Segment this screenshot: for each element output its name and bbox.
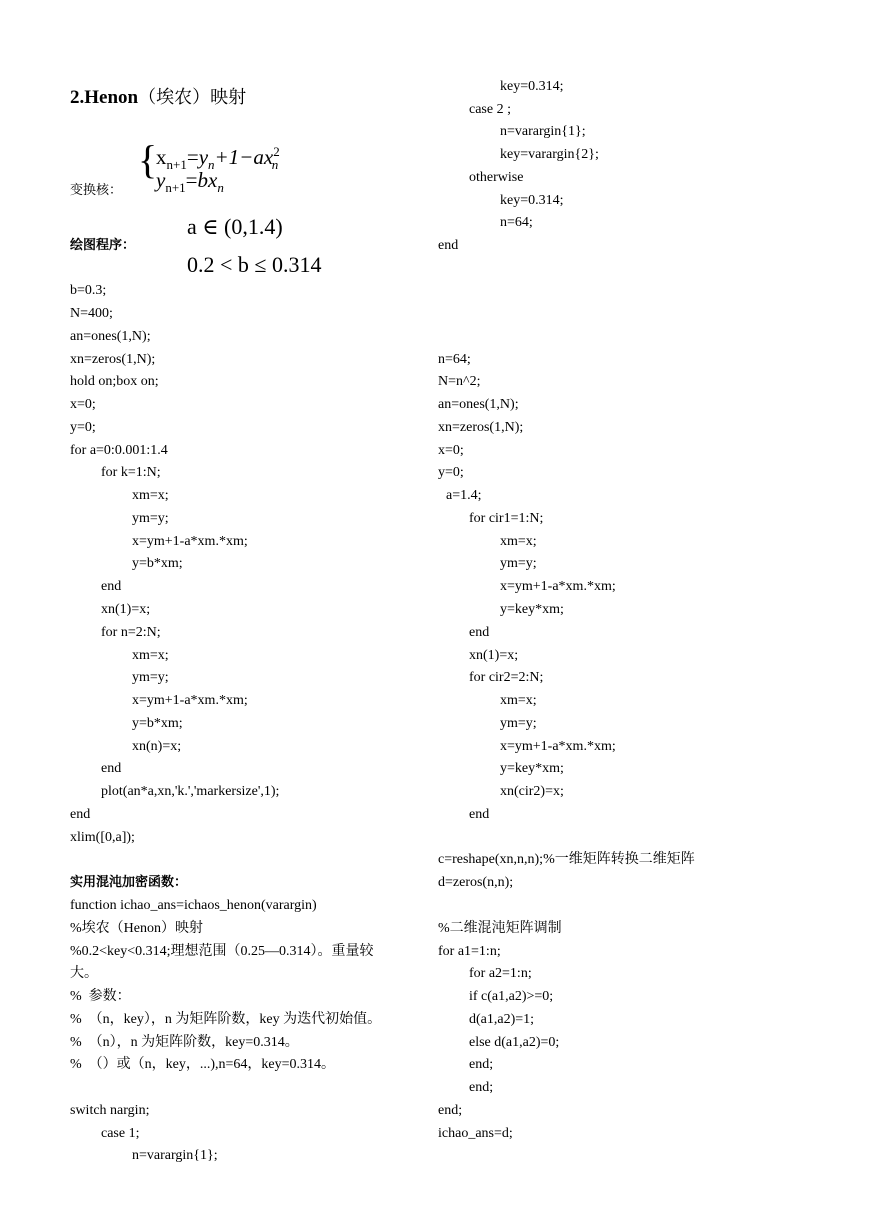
code-line: ichao_ans=d; — [438, 1126, 513, 1141]
title-main: 2.Henon — [70, 87, 139, 108]
code-line: d=zeros(n,n); — [438, 875, 514, 890]
condition-a: a ∈ (0,1.4) — [187, 214, 283, 239]
code-line: xn=zeros(1,N); — [70, 352, 156, 367]
code-line: y=0; — [438, 465, 464, 480]
code-line: end — [438, 238, 459, 253]
code-line: y=b*xm; — [132, 716, 183, 731]
code-line: x=0; — [438, 443, 464, 458]
code-line: y=key*xm; — [500, 761, 564, 776]
encrypt-function-label: 实用混沌加密函数： — [70, 875, 188, 890]
section-title — [70, 86, 246, 110]
code-line: for k=1:N; — [101, 465, 161, 480]
code-line: % （n），n 为矩阵阶数，key=0.314。 — [70, 1035, 299, 1050]
code-line: x=ym+1-a*xm.*xm; — [500, 739, 616, 754]
code-line: x=0; — [70, 397, 96, 412]
code-line: %0.2<key<0.314;理想范围（0.25—0.314）。重量较 — [70, 944, 374, 959]
code-line: key=0.314; — [500, 193, 564, 208]
equation-2: $y_{n+1}=bx_n$ — [156, 168, 224, 196]
code-line: y=b*xm; — [132, 556, 183, 571]
code-line: for cir1=1:N; — [469, 511, 544, 526]
code-line: end — [469, 625, 490, 640]
code-line: xm=x; — [500, 693, 537, 708]
code-line: function ichao_ans=ichaos_henon(varargin) — [70, 898, 317, 913]
code-line: x=ym+1-a*xm.*xm; — [132, 534, 248, 549]
code-line: for cir2=2:N; — [469, 670, 544, 685]
code-line: xn(cir2)=x; — [500, 784, 564, 799]
code-line: key=0.314; — [500, 79, 564, 94]
title-cn: （埃农）映射 — [138, 87, 247, 108]
code-line: end — [70, 807, 91, 822]
code-line: xm=x; — [132, 488, 169, 503]
code-line: end — [101, 579, 122, 594]
code-line: x=ym+1-a*xm.*xm; — [500, 579, 616, 594]
equation-1: $x_{n+1}=y_n+1-ax^2_n$ — [156, 144, 280, 173]
code-line: for a=0:0.001:1.4 — [70, 443, 168, 458]
transform-label: 变换核： — [70, 183, 123, 198]
code-line: xn(1)=x; — [101, 602, 151, 617]
code-line: %二维混沌矩阵调制 — [438, 921, 562, 936]
code-line: ym=y; — [132, 511, 169, 526]
code-line: x=ym+1-a*xm.*xm; — [132, 693, 248, 708]
code-line: xm=x; — [132, 648, 169, 663]
code-line: d(a1,a2)=1; — [469, 1012, 535, 1027]
code-line: end; — [469, 1057, 494, 1072]
code-line: % （）或（n，key，...),n=64，key=0.314。 — [70, 1057, 336, 1072]
code-line: c=reshape(xn,n,n);%一维矩阵转换二维矩阵 — [438, 852, 695, 867]
code-line: end; — [438, 1103, 463, 1118]
code-line: else d(a1,a2)=0; — [469, 1035, 560, 1050]
code-line: end; — [469, 1080, 494, 1095]
code-line: xm=x; — [500, 534, 537, 549]
code-line: n=varargin{1}; — [132, 1148, 218, 1163]
code-line: N=n^2; — [438, 374, 481, 389]
code-line: y=key*xm; — [500, 602, 564, 617]
plot-program-label: 绘图程序： — [70, 238, 136, 253]
equation-brace: { — [138, 137, 158, 182]
code-line: a=1.4; — [446, 488, 482, 503]
code-line: an=ones(1,N); — [438, 397, 519, 412]
code-line: otherwise — [469, 170, 524, 185]
code-line: case 1; — [101, 1126, 140, 1141]
code-line: an=ones(1,N); — [70, 329, 151, 344]
code-line: for a2=1:n; — [469, 966, 532, 981]
code-line: switch nargin; — [70, 1103, 150, 1118]
code-line: %埃农（Henon）映射 — [70, 921, 203, 936]
code-line: n=64; — [438, 352, 471, 367]
code-line: % 参数： — [70, 989, 131, 1004]
code-line: % （n，key），n 为矩阵阶数，key 为迭代初始值。 — [70, 1012, 382, 1027]
code-line: n=varargin{1}; — [500, 124, 586, 139]
code-line: if c(a1,a2)>=0; — [469, 989, 554, 1004]
code-line: ym=y; — [500, 716, 537, 731]
code-line: ym=y; — [132, 670, 169, 685]
condition-b: 0.2 < b ≤ 0.314 — [187, 252, 322, 277]
code-line: b=0.3; — [70, 283, 107, 298]
code-line: xn=zeros(1,N); — [438, 420, 524, 435]
code-line: xlim([0,a]); — [70, 830, 135, 845]
code-line: ym=y; — [500, 556, 537, 571]
code-line: hold on;box on; — [70, 374, 159, 389]
code-line: for a1=1:n; — [438, 944, 501, 959]
code-line: case 2 ; — [469, 102, 511, 117]
code-line: key=varargin{2}; — [500, 147, 599, 162]
code-line: y=0; — [70, 420, 96, 435]
code-line: xn(1)=x; — [469, 648, 519, 663]
code-line: n=64; — [500, 215, 533, 230]
code-line: plot(an*a,xn,'k.','markersize',1); — [101, 784, 280, 799]
code-line: xn(n)=x; — [132, 739, 182, 754]
code-line: 大。 — [70, 966, 98, 981]
code-line: for n=2:N; — [101, 625, 161, 640]
code-line: N=400; — [70, 306, 113, 321]
code-line: end — [101, 761, 122, 776]
code-line: end — [469, 807, 490, 822]
